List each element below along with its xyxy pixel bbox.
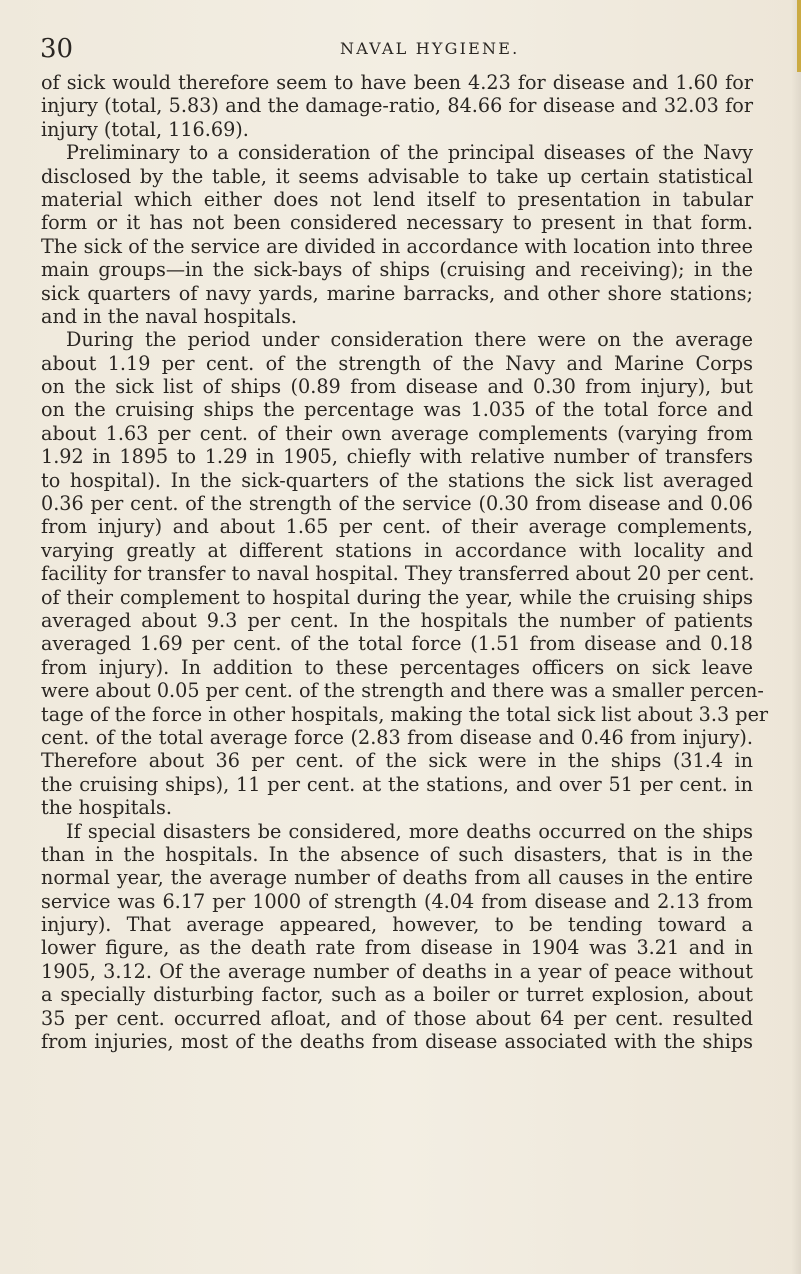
text-line: the hospitals. bbox=[41, 796, 172, 820]
page-header bbox=[40, 34, 760, 64]
text-line: 35 per cent. occurred afloat, and of those about 64 per cent. resulted bbox=[41, 1006, 753, 1030]
body-text bbox=[41, 71, 769, 1054]
text-line: cent. of the total average force (2.83 from disease and 0.46 from injury). bbox=[41, 725, 753, 749]
text-line: than in the hospitals. In the absence of such disasters, that is in the bbox=[41, 842, 753, 866]
text-line: varying greatly at different stations in accordance with locality and bbox=[41, 538, 753, 562]
text-line: from injuries, most of the deaths from disease associated with the ships bbox=[41, 1030, 753, 1054]
text-line: on the sick list of ships (0.89 from disease and 0.30 from injury), but bbox=[41, 375, 753, 399]
text-line: tage of the force in other hospitals, making the total sick list about 3.3 per bbox=[41, 702, 769, 726]
page-number: 30 bbox=[40, 34, 74, 64]
text-line: 1.92 in 1895 to 1.29 in 1905, chiefly with relative number of transfers bbox=[41, 445, 753, 469]
text-line: form or it has not been considered necessary to present in that form. bbox=[41, 211, 753, 235]
text-line: of their complement to hospital during the year, while the cruising ships bbox=[41, 585, 753, 609]
text-line: During the period under consideration there were on the average bbox=[66, 328, 753, 352]
running-head: NAVAL HYGIENE. bbox=[340, 39, 520, 58]
text-line: were about 0.05 per cent. of the strength and there was a smaller percen- bbox=[41, 679, 764, 703]
text-line: a specially disturbing factor, such as a boiler or turret explosion, about bbox=[41, 983, 753, 1007]
text-line: averaged 1.69 per cent. of the total force (1.51 from disease and 0.18 bbox=[41, 632, 753, 656]
text-line: of sick would therefore seem to have been 4.23 for disease and 1.60 for bbox=[41, 71, 753, 94]
text-line: disclosed by the table, it seems advisable to take up certain statistical bbox=[41, 164, 753, 188]
text-line: lower figure, as the death rate from disease in 1904 was 3.21 and in bbox=[41, 936, 753, 960]
text-line: about 1.19 per cent. of the strength of the Navy and Marine Corps bbox=[41, 351, 753, 375]
text-line: facility for transfer to naval hospital. They transferred about 20 per cent. bbox=[41, 562, 755, 586]
text-line: the cruising ships), 11 per cent. at the stations, and over 51 per cent. in bbox=[41, 772, 753, 796]
text-line: averaged about 9.3 per cent. In the hospitals the number of patients bbox=[41, 608, 753, 632]
text-line: service was 6.17 per 1000 of strength (4.04 from disease and 2.13 from bbox=[41, 889, 753, 913]
text-line: and in the naval hospitals. bbox=[41, 304, 298, 328]
text-line: from injury) and about 1.65 per cent. of their average complements, bbox=[41, 515, 753, 539]
text-line: Preliminary to a consideration of the principal diseases of the Navy bbox=[66, 141, 753, 165]
text-line: from injury). In addition to these percentages officers on sick leave bbox=[41, 655, 753, 679]
page-edge-mark bbox=[797, 0, 801, 72]
text-line: to hospital). In the sick-quarters of the stations the sick list averaged bbox=[41, 468, 753, 492]
text-line: 1905, 3.12. Of the average number of deaths in a year of peace without bbox=[41, 959, 753, 983]
text-line: The sick of the service are divided in accordance with location into three bbox=[41, 234, 753, 258]
text-line: on the cruising ships the percentage was 1.035 of the total force and bbox=[41, 398, 753, 422]
text-line: about 1.63 per cent. of their own average complements (varying from bbox=[41, 421, 753, 445]
text-line: If special disasters be considered, more deaths occurred on the ships bbox=[66, 819, 753, 843]
text-line: Therefore about 36 per cent. of the sick were in the ships (31.4 in bbox=[41, 749, 753, 773]
text-line: sick quarters of navy yards, marine barracks, and other shore stations; bbox=[41, 281, 753, 305]
text-line: 0.36 per cent. of the strength of the service (0.30 from disease and 0.06 bbox=[41, 492, 753, 516]
text-line: injury (total, 5.83) and the damage-ratio, 84.66 for disease and 32.03 for bbox=[41, 94, 753, 118]
text-line: injury). That average appeared, however, to be tending toward a bbox=[41, 913, 753, 937]
text-line: normal year, the average number of deaths from all causes in the entire bbox=[41, 866, 753, 890]
text-line: injury (total, 116.69). bbox=[41, 117, 249, 141]
text-line: main groups—in the sick-bays of ships (cruising and receiving); in the bbox=[41, 258, 753, 282]
text-line: material which either does not lend itself to presentation in tabular bbox=[41, 187, 753, 211]
page-edge-shadow bbox=[791, 0, 801, 1274]
